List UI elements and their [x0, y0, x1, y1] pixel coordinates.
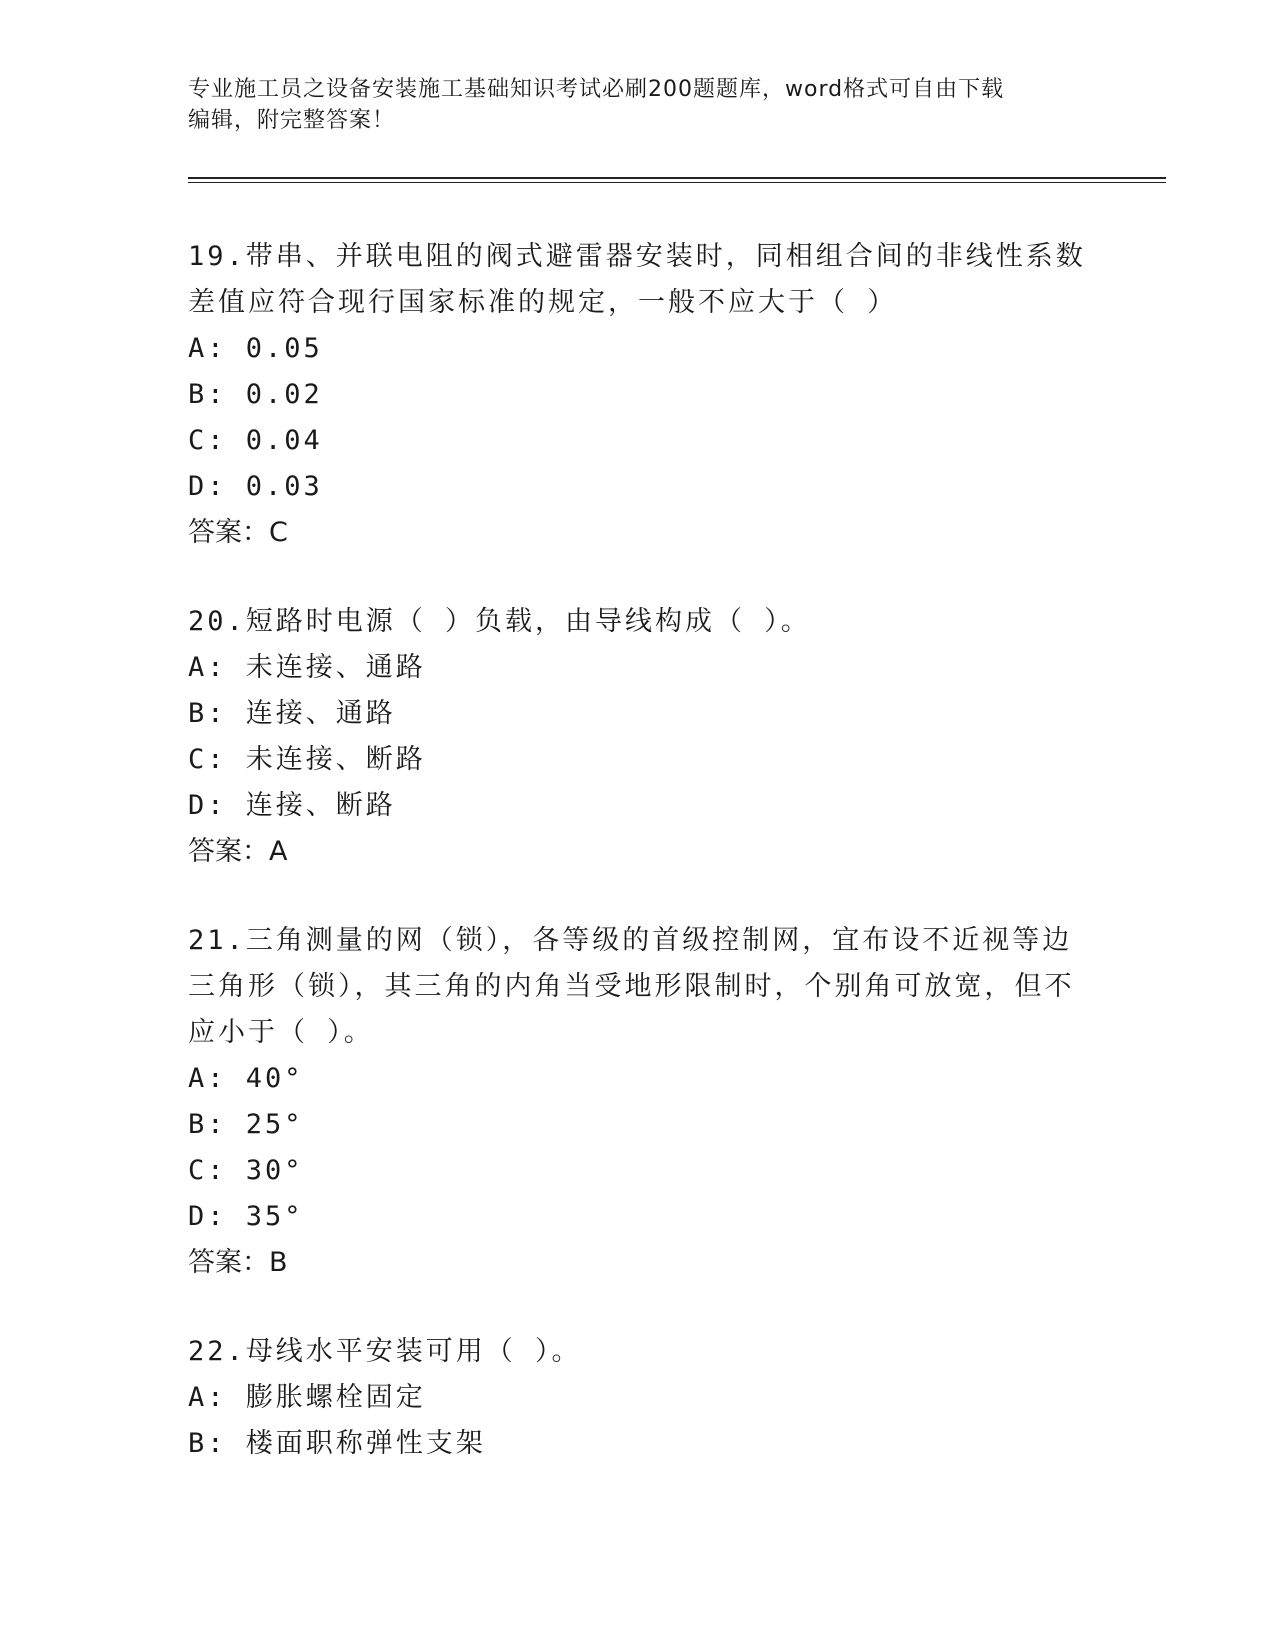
answer-line: 答案：C	[188, 517, 288, 548]
question-list	[188, 234, 1088, 1510]
option-b: B: 楼面职称弹性支架	[188, 1428, 486, 1459]
option-d: D: 0.03	[188, 471, 323, 502]
question-stem: 20.短路时电源（ ）负载，由导线构成（ ）。	[188, 606, 811, 637]
option-b: B: 0.02	[188, 379, 323, 410]
question-21	[188, 918, 1088, 1286]
document-header	[188, 74, 1088, 136]
question-22	[188, 1329, 1088, 1467]
option-b: B: 25°	[188, 1109, 304, 1140]
header-rule-bottom	[188, 182, 1166, 183]
option-d: D: 35°	[188, 1201, 304, 1232]
answer-line: 答案：A	[188, 836, 288, 867]
question-stem: 19.带串、并联电阻的阀式避雷器安装时，同相组合间的非线性系数差值应符合现行国家标准的规定，一般不应大于（ ）	[188, 241, 1086, 318]
header-rule-top	[188, 177, 1166, 179]
option-a: A: 0.05	[188, 333, 323, 364]
option-c: C: 30°	[188, 1155, 304, 1186]
option-a: A: 40°	[188, 1063, 304, 1094]
option-c: C: 0.04	[188, 425, 323, 456]
option-c: C: 未连接、断路	[188, 744, 426, 775]
header-line-1: 专业施工员之设备安装施工基础知识考试必刷200题题库，word格式可自由下载	[188, 77, 1005, 102]
question-stem: 22.母线水平安装可用（ ）。	[188, 1336, 582, 1367]
option-a: A: 膨胀螺栓固定	[188, 1382, 426, 1413]
option-a: A: 未连接、通路	[188, 652, 426, 683]
answer-line: 答案：B	[188, 1247, 288, 1278]
option-b: B: 连接、通路	[188, 698, 396, 729]
question-stem: 21.三角测量的网（锁），各等级的首级控制网，宜布设不近视等边三角形（锁），其三角的内角当受地形限制时，个别角可放宽，但不应小于（ ）。	[188, 925, 1075, 1048]
option-d: D: 连接、断路	[188, 790, 396, 821]
header-line-2: 编辑，附完整答案！	[188, 108, 396, 133]
question-20	[188, 599, 1088, 875]
question-19	[188, 234, 1088, 556]
